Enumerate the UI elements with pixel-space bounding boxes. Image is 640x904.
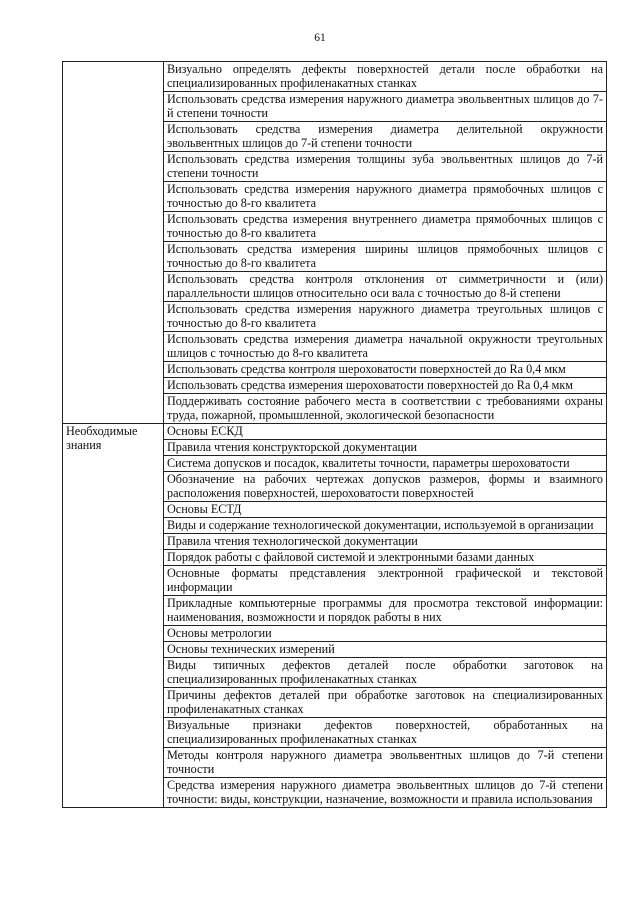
skill-item: Использовать средства измерения наружного диаметра треугольных шлицов с точностью до 8-го квалитета bbox=[164, 302, 607, 332]
requirements-table-body bbox=[63, 62, 607, 808]
knowledge-item: Причины дефектов деталей при обработке заготовок на специализированных профиленакатных станках bbox=[164, 688, 607, 718]
skill-item: Использовать средства измерения наружного диаметра эвольвентных шлицов до 7-й степени точности bbox=[164, 92, 607, 122]
skill-item: Визуально определять дефекты поверхностей детали после обработки на специализированных профиленакатных станках bbox=[164, 62, 607, 92]
skill-item: Использовать средства измерения диаметра начальной окружности треугольных шлицов с точностью до 8-го квалитета bbox=[164, 332, 607, 362]
skill-item: Использовать средства измерения наружного диаметра прямобочных шлицов с точностью до 8-го квалитета bbox=[164, 182, 607, 212]
knowledge-item: Виды и содержание технологической документации, используемой в организации bbox=[164, 518, 607, 534]
skill-item: Использовать средства контроля шероховатости поверхностей до Ra 0,4 мкм bbox=[164, 362, 607, 378]
knowledge-item: Прикладные компьютерные программы для просмотра текстовой информации: наименования, возможности и порядок работы в них bbox=[164, 596, 607, 626]
knowledge-item: Средства измерения наружного диаметра эвольвентных шлицов до 7-й степени точности: виды, конструкции, назначение, возможности и правила использования bbox=[164, 778, 607, 808]
knowledge-label: Необходимые знания bbox=[63, 424, 164, 808]
skill-item: Использовать средства контроля отклонения от симметричности и (или) параллельности шлицов относительно оси вала с точностью до 8-й степени bbox=[164, 272, 607, 302]
knowledge-item: Основы ЕСКД bbox=[164, 424, 607, 440]
skill-item: Поддерживать состояние рабочего места в соответствии с требованиями охраны труда, пожарной, промышленной, экологической безопасности bbox=[164, 394, 607, 424]
requirements-table bbox=[62, 61, 607, 808]
knowledge-item: Обозначение на рабочих чертежах допусков размеров, формы и взаимного расположения поверхностей, шероховатости поверхностей bbox=[164, 472, 607, 502]
knowledge-item: Правила чтения конструкторской документации bbox=[164, 440, 607, 456]
knowledge-item: Основы ЕСТД bbox=[164, 502, 607, 518]
skill-item: Использовать средства измерения внутреннего диаметра прямобочных шлицов с точностью до 8-го квалитета bbox=[164, 212, 607, 242]
knowledge-item: Методы контроля наружного диаметра эвольвентных шлицов до 7-й степени точности bbox=[164, 748, 607, 778]
knowledge-item: Визуальные признаки дефектов поверхностей, обработанных на специализированных профиленакатных станках bbox=[164, 718, 607, 748]
knowledge-item: Основные форматы представления электронной графической и текстовой информации bbox=[164, 566, 607, 596]
knowledge-item: Порядок работы с файловой системой и электронными базами данных bbox=[164, 550, 607, 566]
skill-item: Использовать средства измерения толщины зуба эвольвентных шлицов до 7-й степени точности bbox=[164, 152, 607, 182]
skill-item: Использовать средства измерения шероховатости поверхностей до Ra 0,4 мкм bbox=[164, 378, 607, 394]
knowledge-item: Основы метрологии bbox=[164, 626, 607, 642]
skill-item: Использовать средства измерения диаметра делительной окружности эвольвентных шлицов до 7-й степени точности bbox=[164, 122, 607, 152]
knowledge-item: Система допусков и посадок, квалитеты точности, параметры шероховатости bbox=[164, 456, 607, 472]
table-row bbox=[63, 424, 607, 440]
page-number: 61 bbox=[314, 32, 326, 44]
skill-item: Использовать средства измерения ширины шлицов прямобочных шлицов с точностью до 8-го квалитета bbox=[164, 242, 607, 272]
skills-label-cell bbox=[63, 62, 164, 424]
knowledge-item: Основы технических измерений bbox=[164, 642, 607, 658]
knowledge-item: Правила чтения технологической документации bbox=[164, 534, 607, 550]
table-row bbox=[63, 62, 607, 92]
knowledge-item: Виды типичных дефектов деталей после обработки заготовок на специализированных профиленакатных станках bbox=[164, 658, 607, 688]
